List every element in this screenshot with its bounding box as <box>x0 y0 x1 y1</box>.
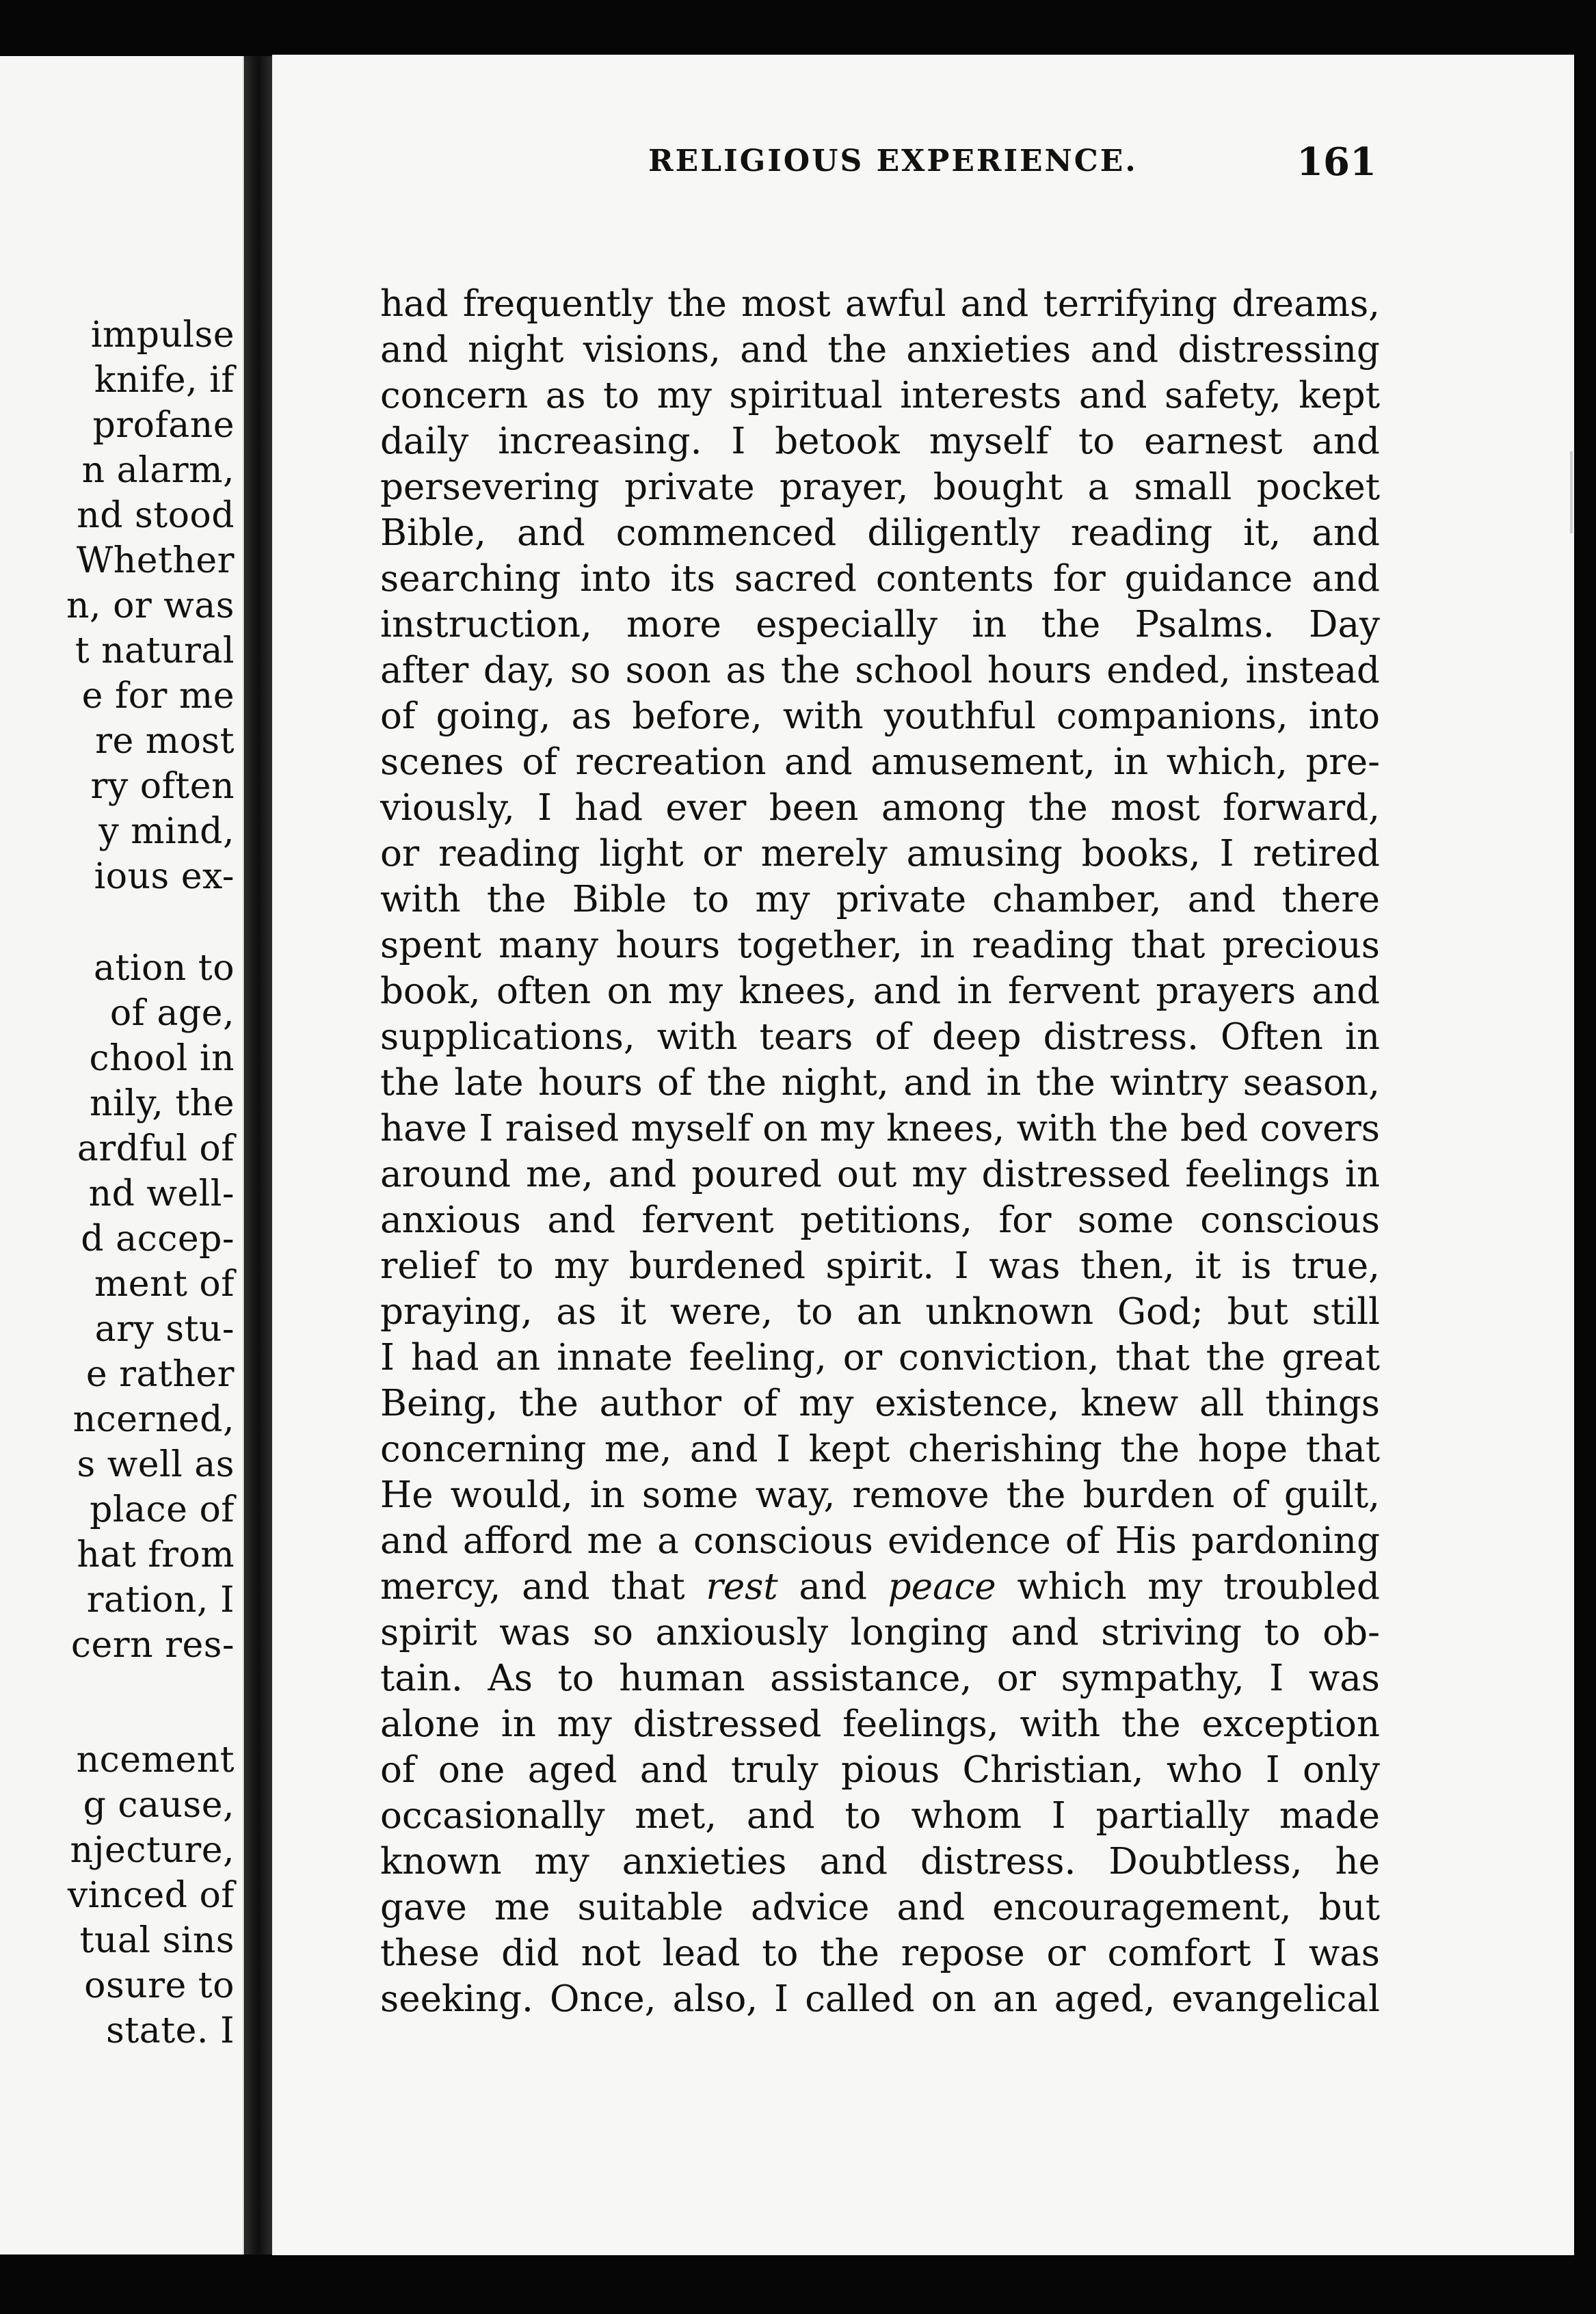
previous-page-line: y mind, <box>98 811 235 852</box>
previous-page-line: njecture, <box>70 1830 235 1871</box>
text-line: occasionally met, and to whom I partially made <box>380 1795 1380 1837</box>
previous-page-line: impulse <box>90 315 235 356</box>
text-line: of one aged and truly pious Christian, who I only <box>380 1749 1380 1791</box>
previous-page-line: ration, I <box>86 1580 235 1621</box>
text-line: alone in my distressed feelings, with the exception <box>380 1703 1380 1745</box>
text-line: instruction, more especially in the Psalms. Day <box>380 604 1380 646</box>
previous-page-line: ment of <box>94 1264 235 1305</box>
previous-page-line: n alarm, <box>81 450 235 491</box>
text-line: had frequently the most awful and terrifying dreams, <box>380 283 1380 325</box>
text-line: persevering private prayer, bought a small pocket <box>380 466 1380 508</box>
text-line: scenes of recreation and amusement, in which, pre- <box>380 741 1380 783</box>
running-head <box>375 139 1376 198</box>
previous-page-line: nd stood <box>77 495 235 536</box>
previous-page-line: osure to <box>84 1965 235 2006</box>
page-number: 161 <box>1296 139 1376 185</box>
text-line: anxious and fervent petitions, for some conscious <box>380 1199 1380 1241</box>
text-line-with-italics <box>380 1566 1380 1608</box>
text-line: around me, and poured out my distressed feelings in <box>380 1154 1380 1195</box>
previous-page-line: n, or was <box>66 585 235 626</box>
previous-page-line: nd well- <box>88 1173 235 1214</box>
text-line: after day, so soon as the school hours ended, instead <box>380 650 1380 691</box>
previous-page-line: Whether <box>76 540 235 581</box>
previous-page-line: e rather <box>85 1354 235 1395</box>
text-line: spirit was so anxiously longing and striving to ob- <box>380 1612 1380 1653</box>
text-line: known my anxieties and distress. Doubtless, he <box>380 1841 1380 1883</box>
text-line: book, often on my knees, and in fervent prayers and <box>380 970 1380 1012</box>
text-line: Bible, and commenced diligently reading it, and <box>380 512 1380 554</box>
text-line: concern as to my spiritual interests and safety, kept <box>380 375 1380 416</box>
text-line: viously, I had ever been among the most forward, <box>380 787 1380 829</box>
previous-page-line: d accep- <box>81 1219 235 1260</box>
previous-page-line: state. I <box>106 2010 235 2051</box>
previous-page-line: vinced of <box>67 1875 235 1916</box>
text-line: these did not lead to the repose or comfort I was <box>380 1932 1380 1974</box>
text-line: supplications, with tears of deep distress. Often in <box>380 1016 1380 1058</box>
text-line: I had an innate feeling, or conviction, that the great <box>380 1337 1380 1379</box>
text-line: He would, in some way, remove the burden of guilt, <box>380 1474 1380 1516</box>
previous-page-line: hat from <box>77 1534 235 1575</box>
text-line: spent many hours together, in reading that precious <box>380 925 1380 966</box>
text-line: have I raised myself on my knees, with the bed covers <box>380 1108 1380 1149</box>
previous-page-line: ary stu- <box>94 1309 235 1350</box>
previous-page-line: profane <box>92 405 235 446</box>
previous-page-line: ardful of <box>77 1128 235 1169</box>
previous-page-line: ncerned, <box>72 1399 235 1440</box>
previous-page-line: tual sins <box>79 1920 235 1961</box>
text-line: or reading light or merely amusing books, I retired <box>380 833 1380 875</box>
text-line: searching into its sacred contents for guidance and <box>380 558 1380 600</box>
page-edge-mark <box>1570 451 1573 533</box>
italic-word-rest: rest <box>706 1566 778 1608</box>
text-line: praying, as it were, to an unknown God; but still <box>380 1291 1380 1333</box>
text-segment: mercy, and that <box>380 1566 685 1608</box>
text-line: gave me suitable advice and encouragement, but <box>380 1887 1380 1928</box>
running-title: RELIGIOUS EXPERIENCE. <box>648 144 1138 178</box>
text-line: of going, as before, with youthful companions, into <box>380 695 1380 737</box>
text-line: seeking. Once, also, I called on an aged, evangelical <box>380 1978 1380 2020</box>
text-line: and afford me a conscious evidence of His pardoning <box>380 1520 1380 1562</box>
previous-page-line: g cause, <box>83 1785 235 1826</box>
italic-word-peace: peace <box>888 1566 996 1608</box>
previous-page-line: of age, <box>109 993 235 1034</box>
previous-page-line: cern res- <box>70 1625 235 1666</box>
previous-page-line: e for me <box>81 676 235 717</box>
book-gutter <box>245 56 272 2255</box>
previous-page-line: place of <box>90 1489 235 1530</box>
text-line: Being, the author of my existence, knew all things <box>380 1383 1380 1424</box>
previous-page-line: re most <box>95 721 235 762</box>
previous-page-edge <box>0 56 244 2255</box>
previous-page-line: t natural <box>75 630 235 671</box>
text-line: the late hours of the night, and in the wintry season, <box>380 1062 1380 1104</box>
previous-page-line: ncement <box>76 1740 235 1781</box>
previous-page-line: ation to <box>93 948 235 989</box>
text-segment: and <box>799 1566 867 1608</box>
text-line: tain. As to human assistance, or sympathy, I was <box>380 1658 1380 1699</box>
text-segment: which my troubled <box>1017 1566 1380 1608</box>
previous-page-line: nily, the <box>90 1083 235 1124</box>
text-line: relief to my burdened spirit. I was then, it is true, <box>380 1245 1380 1287</box>
previous-page-line: ry often <box>90 766 235 807</box>
previous-page-line: ious ex- <box>94 856 235 897</box>
text-line: concerning me, and I kept cherishing the hope that <box>380 1428 1380 1470</box>
text-line: daily increasing. I betook myself to earnest and <box>380 421 1380 462</box>
previous-page-line: chool in <box>89 1038 235 1079</box>
text-line: with the Bible to my private chamber, and there <box>380 879 1380 920</box>
previous-page-line: knife, if <box>94 360 235 401</box>
text-line: and night visions, and the anxieties and distressing <box>380 329 1380 371</box>
previous-page-line: s well as <box>77 1444 235 1485</box>
